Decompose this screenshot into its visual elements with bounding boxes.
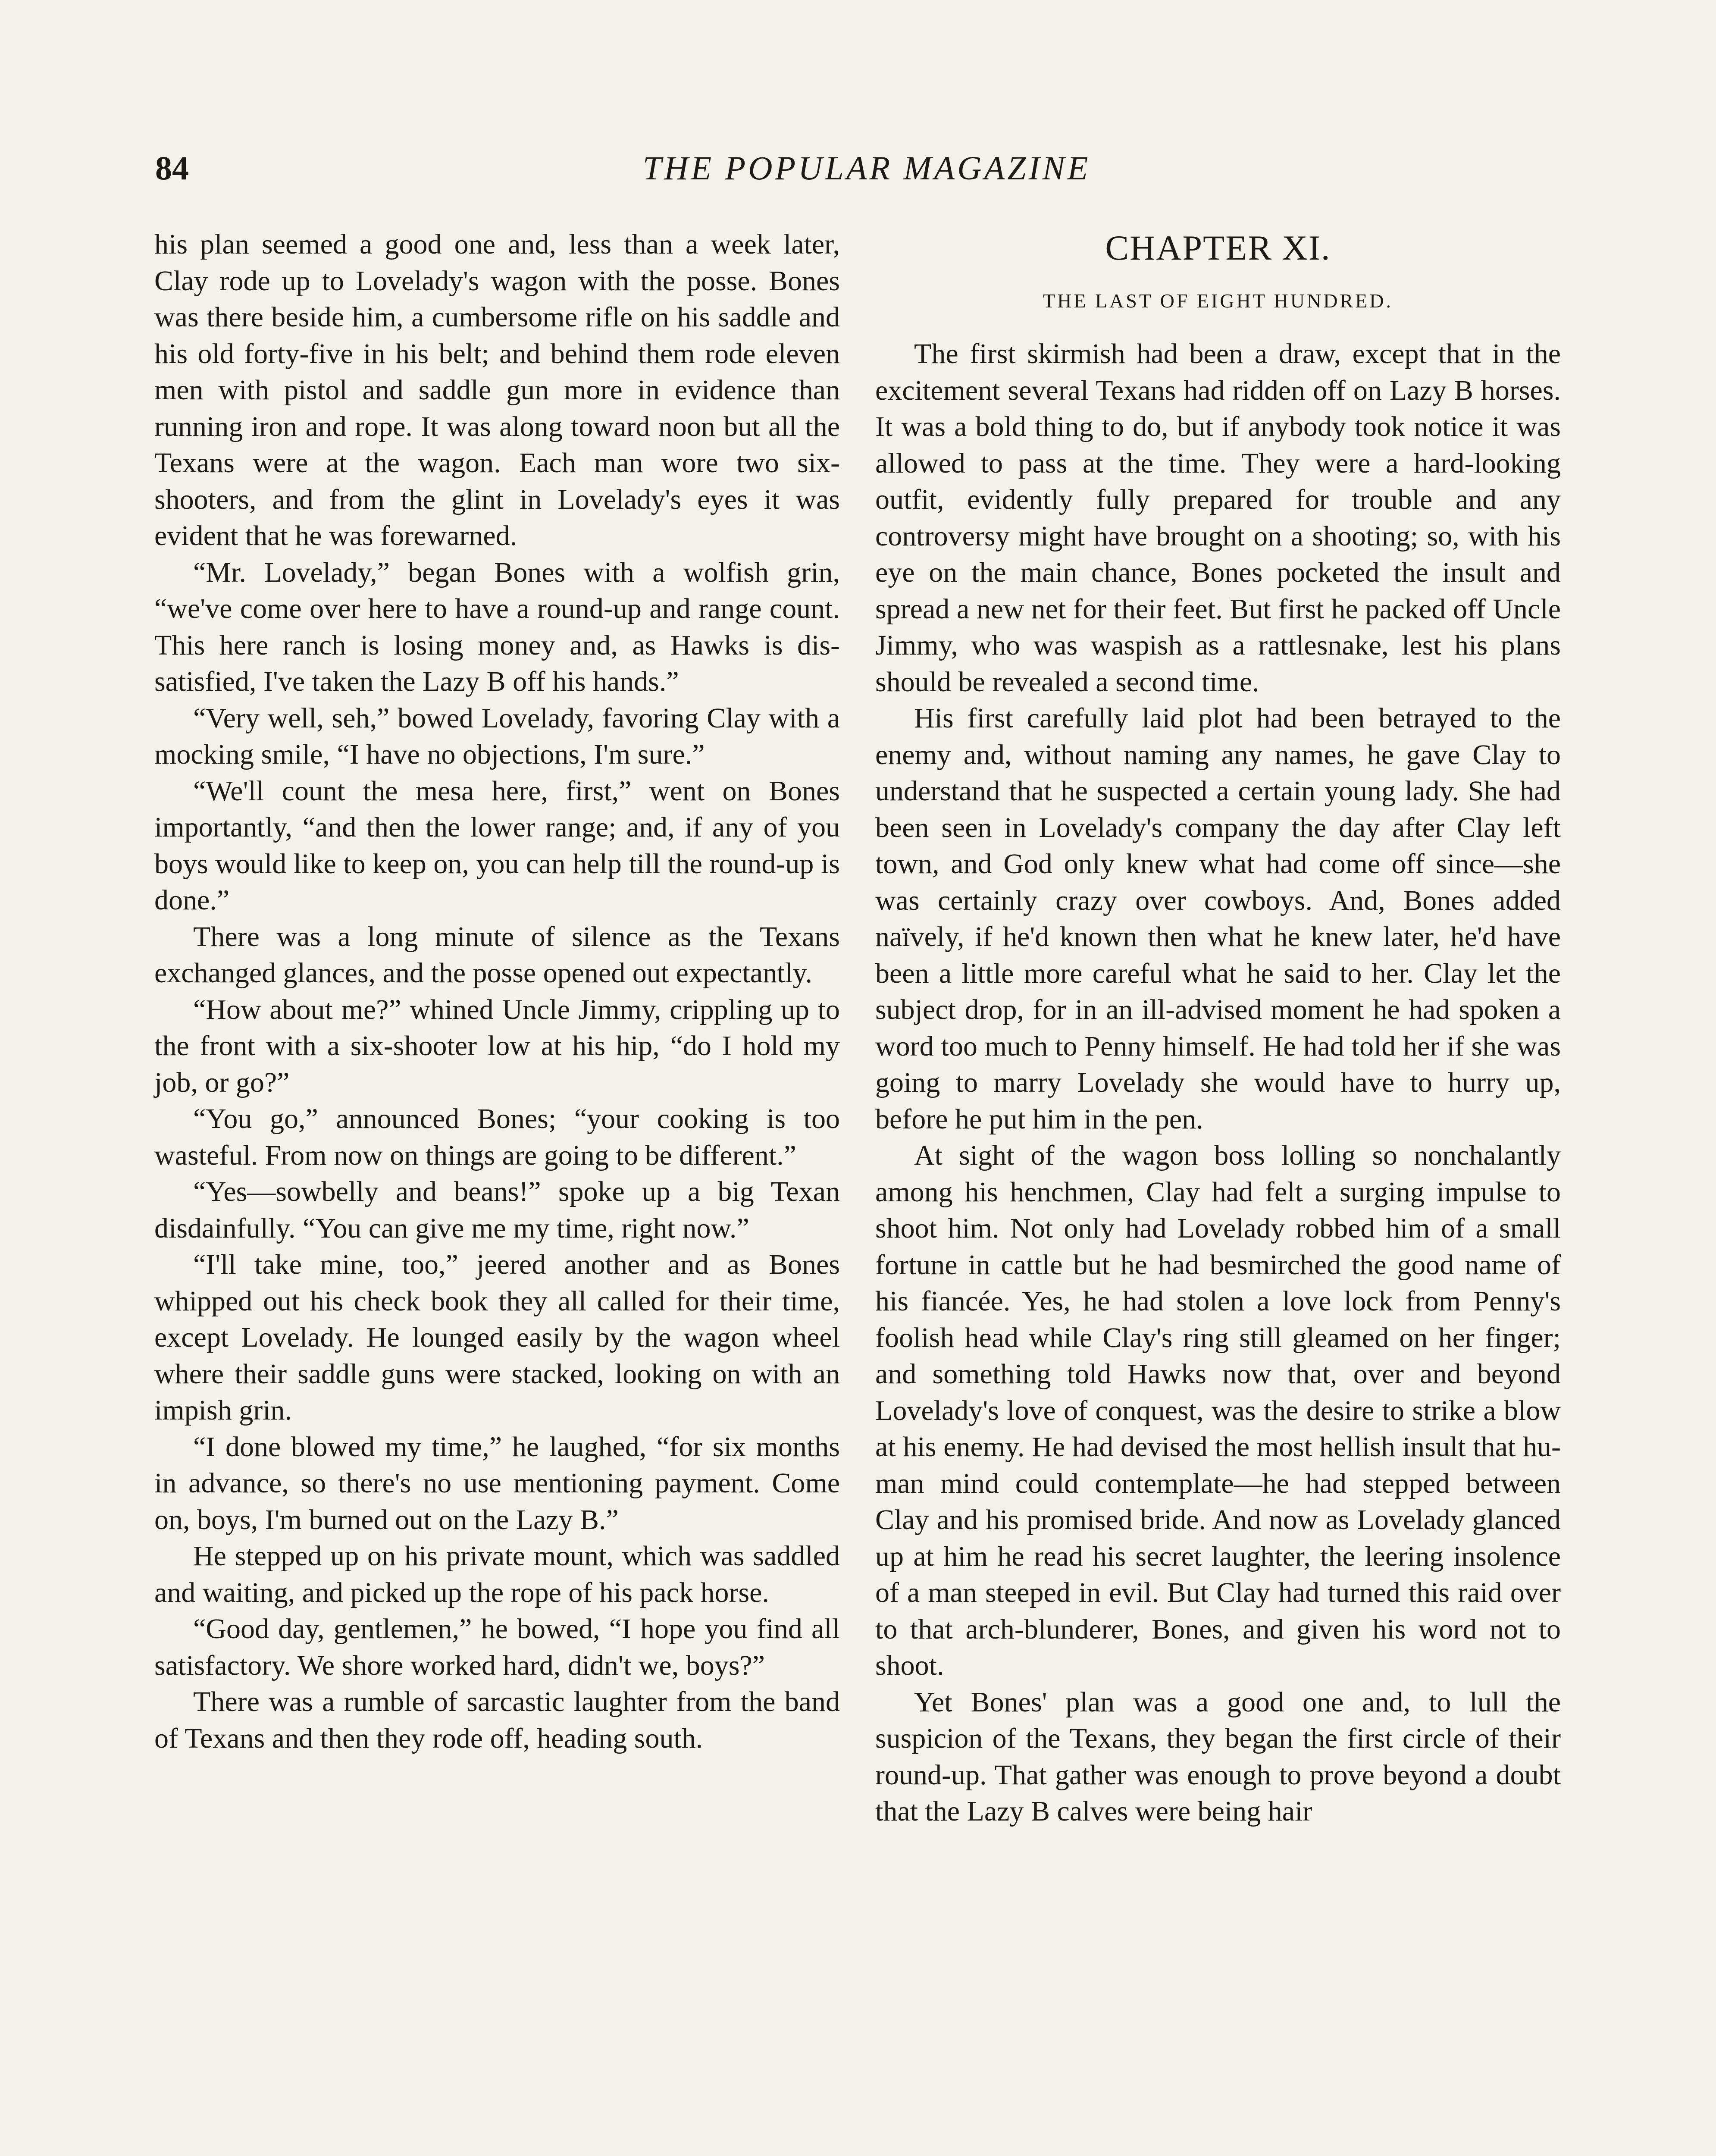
paragraph: He stepped up on his private mount, which was saddled and waiting, and picked up the rope of his pack horse. [154,1540,840,1608]
paragraph: Yet Bones' plan was a good one and, to lull the suspicion of the Texans, they began the first circle of their round-up. That gather was enough to prove beyond a doubt that the Lazy B calves were being hair [875,1686,1561,1827]
paragraph: His first carefully laid plot had been betrayed to the enemy and, without naming any names, he gave Clay to understand that he suspected a certain young lady. She had been seen in Lovelady's company the day after Clay left town, and God only knew what had come off since—she was certainly crazy over cowboys. And, Bones added naïvely, if he'd known then what he knew later, he'd have been a little more careful what he said to her. Clay let the subject drop, for in an ill-advised moment he had spoken a word too much to Penny himself. He had told her if she was going to marry Lovelady she would have to hurry up, before he put him in the pen. [875,702,1561,1135]
right-column [875,226,1561,1830]
page-number: 84 [155,149,189,187]
chapter-heading: CHAPTER XI. [1105,228,1331,267]
running-head [155,142,1578,194]
magazine-title: THE POPULAR MAGAZINE [642,149,1091,187]
left-column [154,226,840,1757]
paragraph: “You go,” announced Bones; “your cooking is too wasteful. From now on things are going to be different.” [154,1103,840,1171]
paragraph: There was a long minute of silence as the Texans exchanged glances, and the posse opened out expectantly. [154,921,840,989]
paragraph: At sight of the wagon boss lolling so nonchalantly among his henchmen, Clay had felt a surging impulse to shoot him. Not only had Lovelady robbed him of a small fortune in cattle but he had besmirched the good name of his fiancée. Yes, he had stolen a love lock from Penny's foolish head while Clay's ring still gleamed on her finger; and something told Hawks now that, over and beyond Lovelady's love of conquest, was the desire to strike a blow at his enemy. He had devised the most hellish insult that human mind could contemplate—he had stepped between Clay and his promised bride. And now as Lovelady glanced up at him he read his secret laughter, the leering insolence of a man steeped in evil. But Clay had turned this raid over to that arch-blunderer, Bones, and given his word not to shoot. [875,1140,1561,1681]
paragraph: “Yes—sowbelly and beans!” spoke up a big Texan disdainfully. “You can give me my time, right now.” [154,1176,840,1244]
chapter-subtitle: THE LAST OF EIGHT HUNDRED. [1043,290,1393,312]
paragraph: “Very well, seh,” bowed Lovelady, favoring Clay with a mocking smile, “I have no objections, I'm sure.” [154,702,840,770]
paragraph: “Good day, gentlemen,” he bowed, “I hope you find all satisfactory. We shore worked hard, didn't we, boys?” [154,1613,840,1681]
paragraph: “I done blowed my time,” he laughed, “for six months in advance, so there's no use mentioning payment. Come on, boys, I'm burned out on the Lazy B.” [154,1431,840,1536]
paragraph: There was a rumble of sarcastic laughter from the band of Texans and then they rode off, heading south. [154,1686,840,1754]
paragraph: his plan seemed a good one and, less than a week later, Clay rode up to Lovelady's wagon with the posse. Bones was there beside him, a cumbersome rifle on his saddle and his old forty-five in his belt; and behind them rode eleven men with pistol and saddle gun more in evidence than running iron and rope. It was along toward noon but all the Texans were at the wagon. Each man wore two six-shooters, and from the glint in Lovelady's eyes it was evident that he was forewarned. [154,229,840,552]
paragraph: “I'll take mine, too,” jeered another and as Bones whipped out his check book they all called for their time, except Lovelady. He lounged easily by the wagon wheel where their saddle guns were stacked, looking on with an impish grin. [154,1249,840,1426]
paragraph: “How about me?” whined Uncle Jimmy, crippling up to the front with a six-shooter low at his hip, “do I hold my job, or go?” [154,993,840,1098]
paragraph: “Mr. Lovelady,” began Bones with a wolfish grin, “we've come over here to have a round-up and range count. This here ranch is losing money and, as Hawks is dissatisfied, I've taken the Lazy B off his hands.” [154,556,840,697]
paragraph: The first skirmish had been a draw, except that in the excitement several Texans had ridden off on Lazy B horses. It was a bold thing to do, but if anybody took notice it was allowed to pass at the time. They were a hard-looking outfit, evidently fully prepared for trouble and any controversy might have brought on a shooting; so, with his eye on the main chance, Bones pocketed the insult and spread a new net for their feet. But first he packed off Uncle Jimmy, who was waspish as a rattlesnake, lest his plans should be revealed a second time. [875,338,1561,698]
paragraph: “We'll count the mesa here, first,” went on Bones importantly, “and then the lower range; and, if any of you boys would like to keep on, you can help till the round-up is done.” [154,775,840,916]
